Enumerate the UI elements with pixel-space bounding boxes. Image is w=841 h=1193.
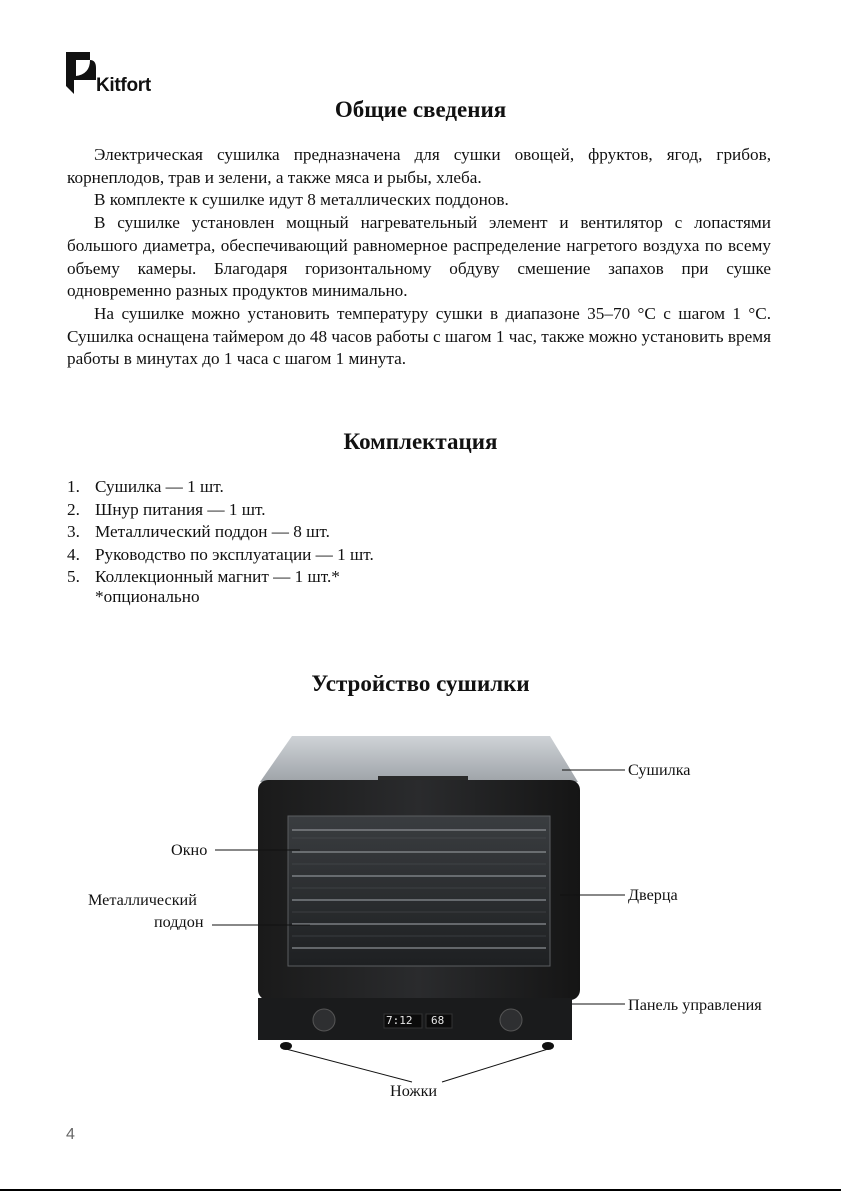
foot-left: [280, 1042, 292, 1050]
foot-right: [542, 1042, 554, 1050]
list-item: [67, 499, 567, 522]
list-number: 4.: [67, 544, 80, 564]
kit-note: *опционально: [95, 587, 200, 606]
display-time: 7:12: [386, 1014, 413, 1027]
list-item: [67, 544, 567, 567]
right-knob: [500, 1009, 522, 1031]
list-number: 1.: [67, 477, 80, 496]
bottom-rule: [0, 1189, 841, 1191]
section-title-kit: Комплектация: [343, 429, 498, 454]
label-control-panel: Панель управления: [628, 996, 762, 1014]
list-number: 3.: [67, 522, 80, 541]
kitfort-logo: [66, 50, 166, 100]
list-text: Металлический поддон — 8 шт.: [95, 522, 330, 541]
kit-list: [67, 476, 567, 589]
page-number: 4: [66, 1126, 75, 1143]
left-knob: [313, 1009, 335, 1031]
label-feet: Ножки: [390, 1082, 438, 1100]
label-door: Дверца: [628, 886, 678, 904]
label-tray-line1: Металлический: [88, 891, 197, 909]
label-window: Окно: [171, 841, 208, 859]
list-item: [67, 476, 567, 499]
dryer-top: [260, 736, 578, 782]
list-item: [67, 521, 567, 544]
list-text: Руководство по эксплуатации — 1 шт.: [95, 544, 374, 564]
paragraph: В сушилке установлен мощный нагревательный элемент и вентилятор с лопастями большого диаметра, обеспечивающий равномерное распределение нагретого воздуха по всему объему камеры. Благодаря горизонтальному обдуву смешение запахов при сушке одновременно разных продуктов минимально.: [67, 213, 771, 301]
label-dryer: Сушилка: [628, 761, 691, 779]
paragraph: Электрическая сушилка предназначена для сушки овощей, фруктов, ягод, грибов, корнеплодов, трав и зелени, а также мяса и рыбы, хлеба.: [67, 145, 771, 187]
display-temp: 68: [431, 1014, 445, 1027]
list-number: 2.: [67, 499, 80, 519]
section-title-general: Общие сведения: [334, 97, 507, 122]
general-text: [67, 144, 771, 371]
brand-name: Kitfort: [96, 75, 151, 96]
section-title-device: Устройство сушилки: [311, 671, 530, 696]
list-text: Коллекционный магнит — 1 шт.*: [95, 567, 340, 586]
list-text: Шнур питания — 1 шт.: [95, 499, 266, 519]
kitfort-logo-icon: [66, 50, 96, 96]
paragraph: На сушилке можно установить температуру сушки в диапазоне 35–70 °С с шагом 1 °С. Сушилка оснащена таймером до 48 часов работы с шагом 1 час, также можно установить время работы в минутах до 1 часа с шагом 1 минута.: [67, 303, 771, 369]
label-tray-line2: поддон: [154, 913, 204, 931]
list-text: Сушилка — 1 шт.: [95, 477, 224, 496]
paragraph: В комплекте к сушилке идут 8 металлических поддонов.: [94, 190, 509, 210]
device-figure: [60, 720, 790, 1120]
dryer-window: [288, 816, 550, 966]
list-number: 5.: [67, 567, 80, 586]
